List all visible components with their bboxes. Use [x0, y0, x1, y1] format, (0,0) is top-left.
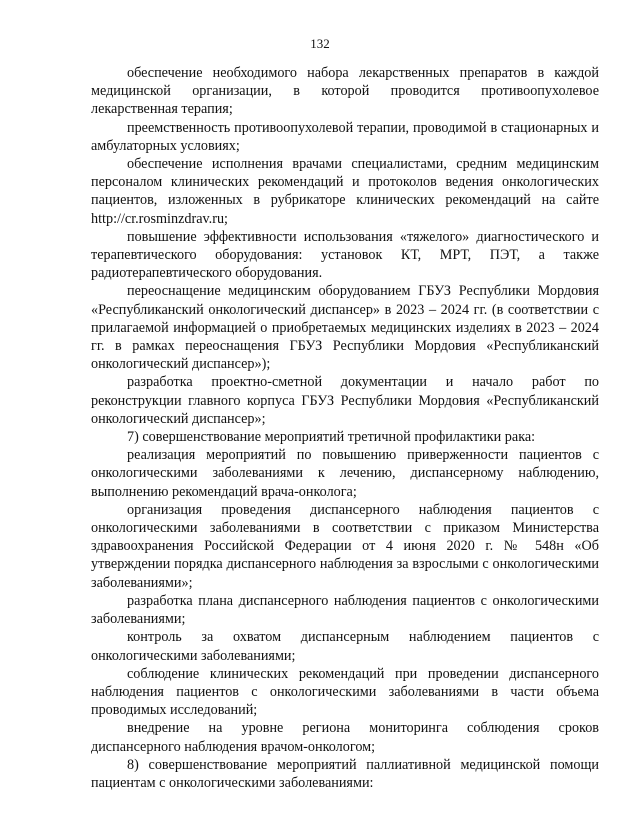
page-number: 132 [310, 36, 330, 51]
paragraph: 8) совершенствование мероприятий паллиативной медицинской помощи пациентам с онкологическими заболеваниями: [91, 756, 599, 791]
paragraph: обеспечение необходимого набора лекарственных препаратов в каждой медицинской организации, в которой проводится противоопухолевое лекарственная терапия; [91, 65, 599, 118]
paragraph: переоснащение медицинским оборудованием ГБУЗ Республики Мордовия «Республиканский онкологический диспансер» в 2023 – 2024 гг. (в соответствии с прилагаемой информацией о приобретаемых медицинских изделиях в 2023 – 2024 гг. в рамках переоснащения ГБУЗ Республики Мордовия «Республиканский онкологический диспансер»); [91, 283, 599, 373]
paragraph: разработка проектно-сметной документации и начало работ по реконструкции главного корпуса ГБУЗ Республики Мордовия «Республиканский онкологический диспансер»; [91, 374, 599, 427]
paragraph: разработка плана диспансерного наблюдения пациентов с онкологическими заболеваниями; [91, 592, 599, 628]
paragraph: соблюдение клинических рекомендаций при проведении диспансерного наблюдения пациентов с онкологическими заболеваниями в части объема проводимых исследований; [91, 665, 599, 719]
paragraph: реализация мероприятий по повышению приверженности пациентов с онкологическими заболеваниями к лечению, диспансерному наблюдению, выполнению рекомендаций врача-онколога; [91, 447, 599, 500]
document-body [91, 64, 599, 792]
paragraph: обеспечение исполнения врачами специалистами, средним медицинским персоналом клинических рекомендаций и протоколов ведения онкологических пациентов, изложенных в рубрикаторе клинических рекомендаций на сайте http://cr.rosminzdrav.ru; [91, 156, 599, 227]
paragraph: внедрение на уровне региона мониторинга соблюдения сроков диспансерного наблюдения врачом-онкологом; [91, 720, 599, 755]
paragraph: контроль за охватом диспансерным наблюдением пациентов с онкологическими заболеваниями; [91, 629, 599, 664]
paragraph: организация проведения диспансерного наблюдения пациентов с онкологическими заболеваниями в соответствии с приказом Министерства здравоохранения Российской Федерации от 4 июня 2020 г. № 548н «Об утверждении порядка диспансерного наблюдения за взрослыми с онкологическими заболеваниями»; [91, 501, 599, 591]
paragraph: преемственность противоопухолевой терапии, проводимой в стационарных и амбулаторных условиях; [91, 119, 599, 154]
paragraph: повышение эффективности использования «тяжелого» диагностического и терапевтического оборудования: установок КТ, МРТ, ПЭТ, а также радиотерапевтического оборудования. [91, 228, 599, 282]
paragraph: 7) совершенствование мероприятий третичной профилактики рака: [127, 429, 536, 446]
